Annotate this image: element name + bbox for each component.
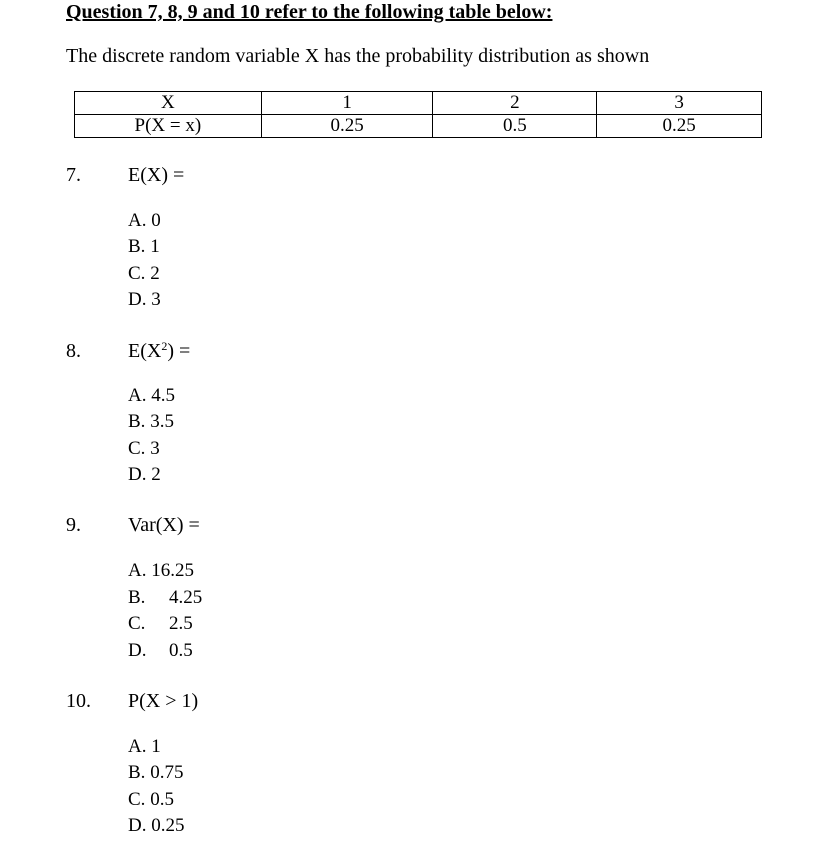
- option-letter: C.: [128, 789, 146, 810]
- question-text: E(X) =: [128, 164, 185, 186]
- option-letter: A.: [128, 385, 147, 406]
- table-cell: 0.5: [433, 115, 597, 138]
- option-10d[interactable]: [128, 814, 184, 838]
- option-letter: B.: [128, 587, 146, 608]
- option-9d[interactable]: [128, 639, 193, 663]
- option-value: 2.5: [169, 613, 193, 634]
- option-letter: A.: [128, 210, 147, 231]
- option-value: 2: [150, 263, 160, 284]
- option-value: 1: [150, 236, 160, 257]
- probability-table: [74, 91, 762, 138]
- superscript: 2: [161, 339, 168, 353]
- option-value: 4.25: [169, 587, 203, 608]
- option-7b[interactable]: [128, 235, 160, 259]
- option-letter: C.: [128, 438, 146, 459]
- table-row-x: [75, 92, 762, 115]
- table-cell: 0.25: [597, 115, 762, 138]
- question-number: 8.: [66, 340, 81, 362]
- question-text: P(X > 1): [128, 690, 199, 712]
- question-text-pre: E(X: [128, 340, 162, 362]
- option-letter: B.: [128, 762, 146, 783]
- option-8b[interactable]: [128, 410, 174, 434]
- option-8c[interactable]: [128, 437, 160, 461]
- table-cell: P(X = x): [75, 115, 262, 138]
- option-letter: D.: [128, 464, 147, 485]
- option-value: 0.75: [150, 762, 184, 783]
- table-cell: 1: [261, 92, 433, 115]
- option-value: 3.5: [150, 411, 174, 432]
- option-letter: A.: [128, 736, 147, 757]
- option-letter: B.: [128, 411, 146, 432]
- option-value: 0.5: [169, 640, 193, 661]
- option-7d[interactable]: [128, 288, 161, 312]
- option-letter: D.: [128, 640, 147, 661]
- option-letter: C.: [128, 263, 146, 284]
- question-number: 10.: [66, 690, 91, 712]
- option-8d[interactable]: [128, 463, 161, 487]
- option-7a[interactable]: [128, 209, 161, 233]
- table-cell: 2: [433, 92, 597, 115]
- table-cell: 3: [597, 92, 762, 115]
- option-letter: C.: [128, 613, 146, 634]
- page-heading: Question 7, 8, 9 and 10 refer to the following table below:: [66, 1, 553, 23]
- option-9c[interactable]: [128, 612, 193, 636]
- option-value: 0.5: [150, 789, 174, 810]
- option-7c[interactable]: [128, 262, 160, 286]
- option-letter: D.: [128, 815, 147, 836]
- option-value: 1: [151, 736, 161, 757]
- option-8a[interactable]: [128, 384, 175, 408]
- option-value: 3: [150, 438, 160, 459]
- question-number: 7.: [66, 164, 81, 186]
- table-row-probability: [75, 115, 762, 138]
- option-value: 0.25: [151, 815, 185, 836]
- option-10a[interactable]: [128, 735, 161, 759]
- question-text-post: ) =: [167, 340, 191, 362]
- option-value: 16.25: [151, 560, 194, 581]
- option-letter: D.: [128, 289, 147, 310]
- table-cell: 0.25: [261, 115, 433, 138]
- intro-text: The discrete random variable X has the probability distribution as shown: [66, 45, 650, 67]
- question-text: Var(X) =: [128, 514, 200, 536]
- option-letter: B.: [128, 236, 146, 257]
- option-value: 4.5: [151, 385, 175, 406]
- option-value: 0: [151, 210, 161, 231]
- table-cell: X: [75, 92, 262, 115]
- question-number: 9.: [66, 514, 81, 536]
- option-9b[interactable]: [128, 586, 202, 610]
- option-10c[interactable]: [128, 788, 174, 812]
- option-9a[interactable]: [128, 559, 194, 583]
- option-letter: A.: [128, 560, 147, 581]
- option-value: 2: [151, 464, 161, 485]
- question-text: [128, 339, 190, 363]
- option-value: 3: [151, 289, 161, 310]
- option-10b[interactable]: [128, 761, 183, 785]
